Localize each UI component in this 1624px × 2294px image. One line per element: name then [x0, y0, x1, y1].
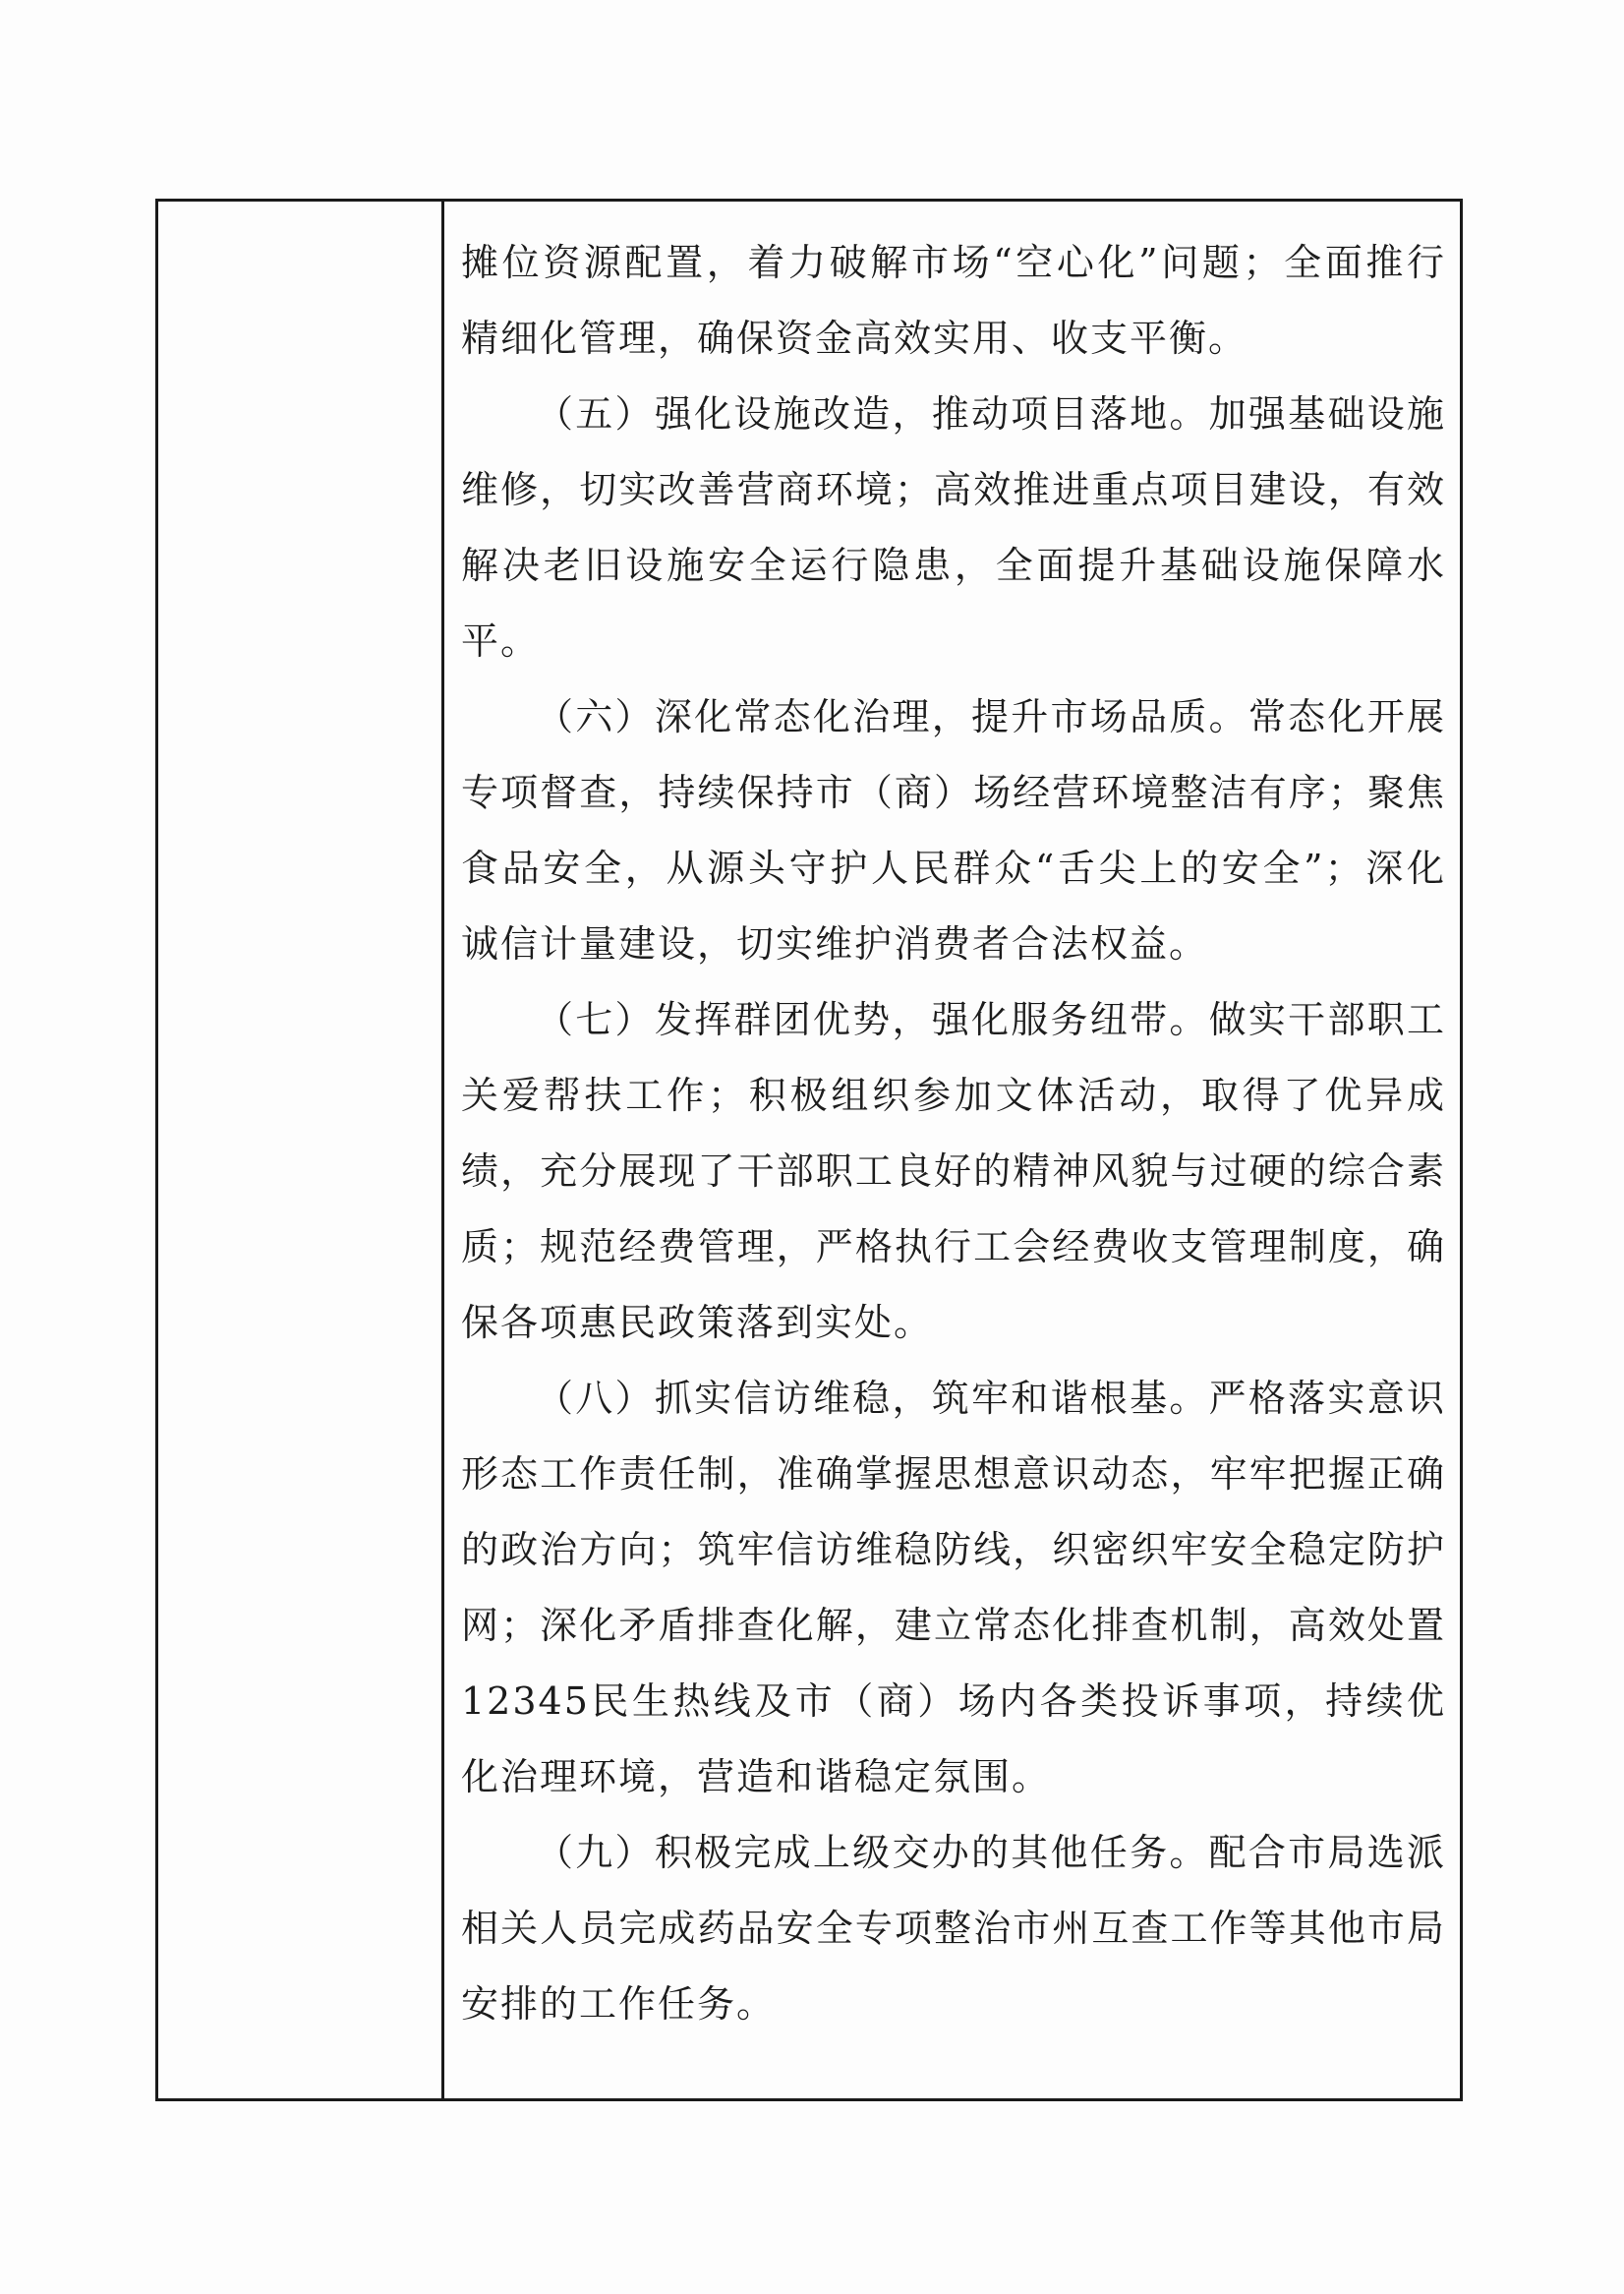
paragraph-item-6: （六）深化常态化治理，提升市场品质。常态化开展专项督查，持续保持市（商）场经营环境整洁有序；聚焦食品安全，从源头守护人民群众“舌尖上的安全”；深化诚信计量建设，切实维护消费者合法权益。	[461, 695, 1446, 966]
paragraph-item-7: （七）发挥群团优势，强化服务纽带。做实干部职工关爱帮扶工作；积极组织参加文体活动，取得了优异成绩，充分展现了干部职工良好的精神风貌与过硬的综合素质；规范经费管理，严格执行工会经费收支管理制度，确保各项惠民政策落到实处。	[461, 998, 1446, 1344]
paragraph-continuation: 摊位资源配置，着力破解市场“空心化”问题；全面推行精细化管理，确保资金高效实用、收支平衡。	[461, 241, 1446, 360]
table-content-column	[447, 202, 1460, 2098]
paragraph-item-8: （八）抓实信访维稳，筑牢和谐根基。严格落实意识形态工作责任制，准确掌握思想意识动态，牢牢把握正确的政治方向；筑牢信访维稳防线，织密织牢安全稳定防护网；深化矛盾排查化解，建立常态化排查机制，高效处置12345民生热线及市（商）场内各类投诉事项，持续优化治理环境，营造和谐稳定氛围。	[461, 1377, 1446, 1798]
table-label-column	[158, 202, 444, 2098]
form-table	[155, 199, 1463, 2101]
paragraph-item-5: （五）强化设施改造，推动项目落地。加强基础设施维修，切实改善营商环境；高效推进重点项目建设，有效解决老旧设施安全运行隐患，全面提升基础设施保障水平。	[461, 392, 1446, 663]
paragraph-item-9: （九）积极完成上级交办的其他任务。配合市局选派相关人员完成药品安全专项整治市州互查工作等其他市局安排的工作任务。	[461, 1831, 1446, 2026]
